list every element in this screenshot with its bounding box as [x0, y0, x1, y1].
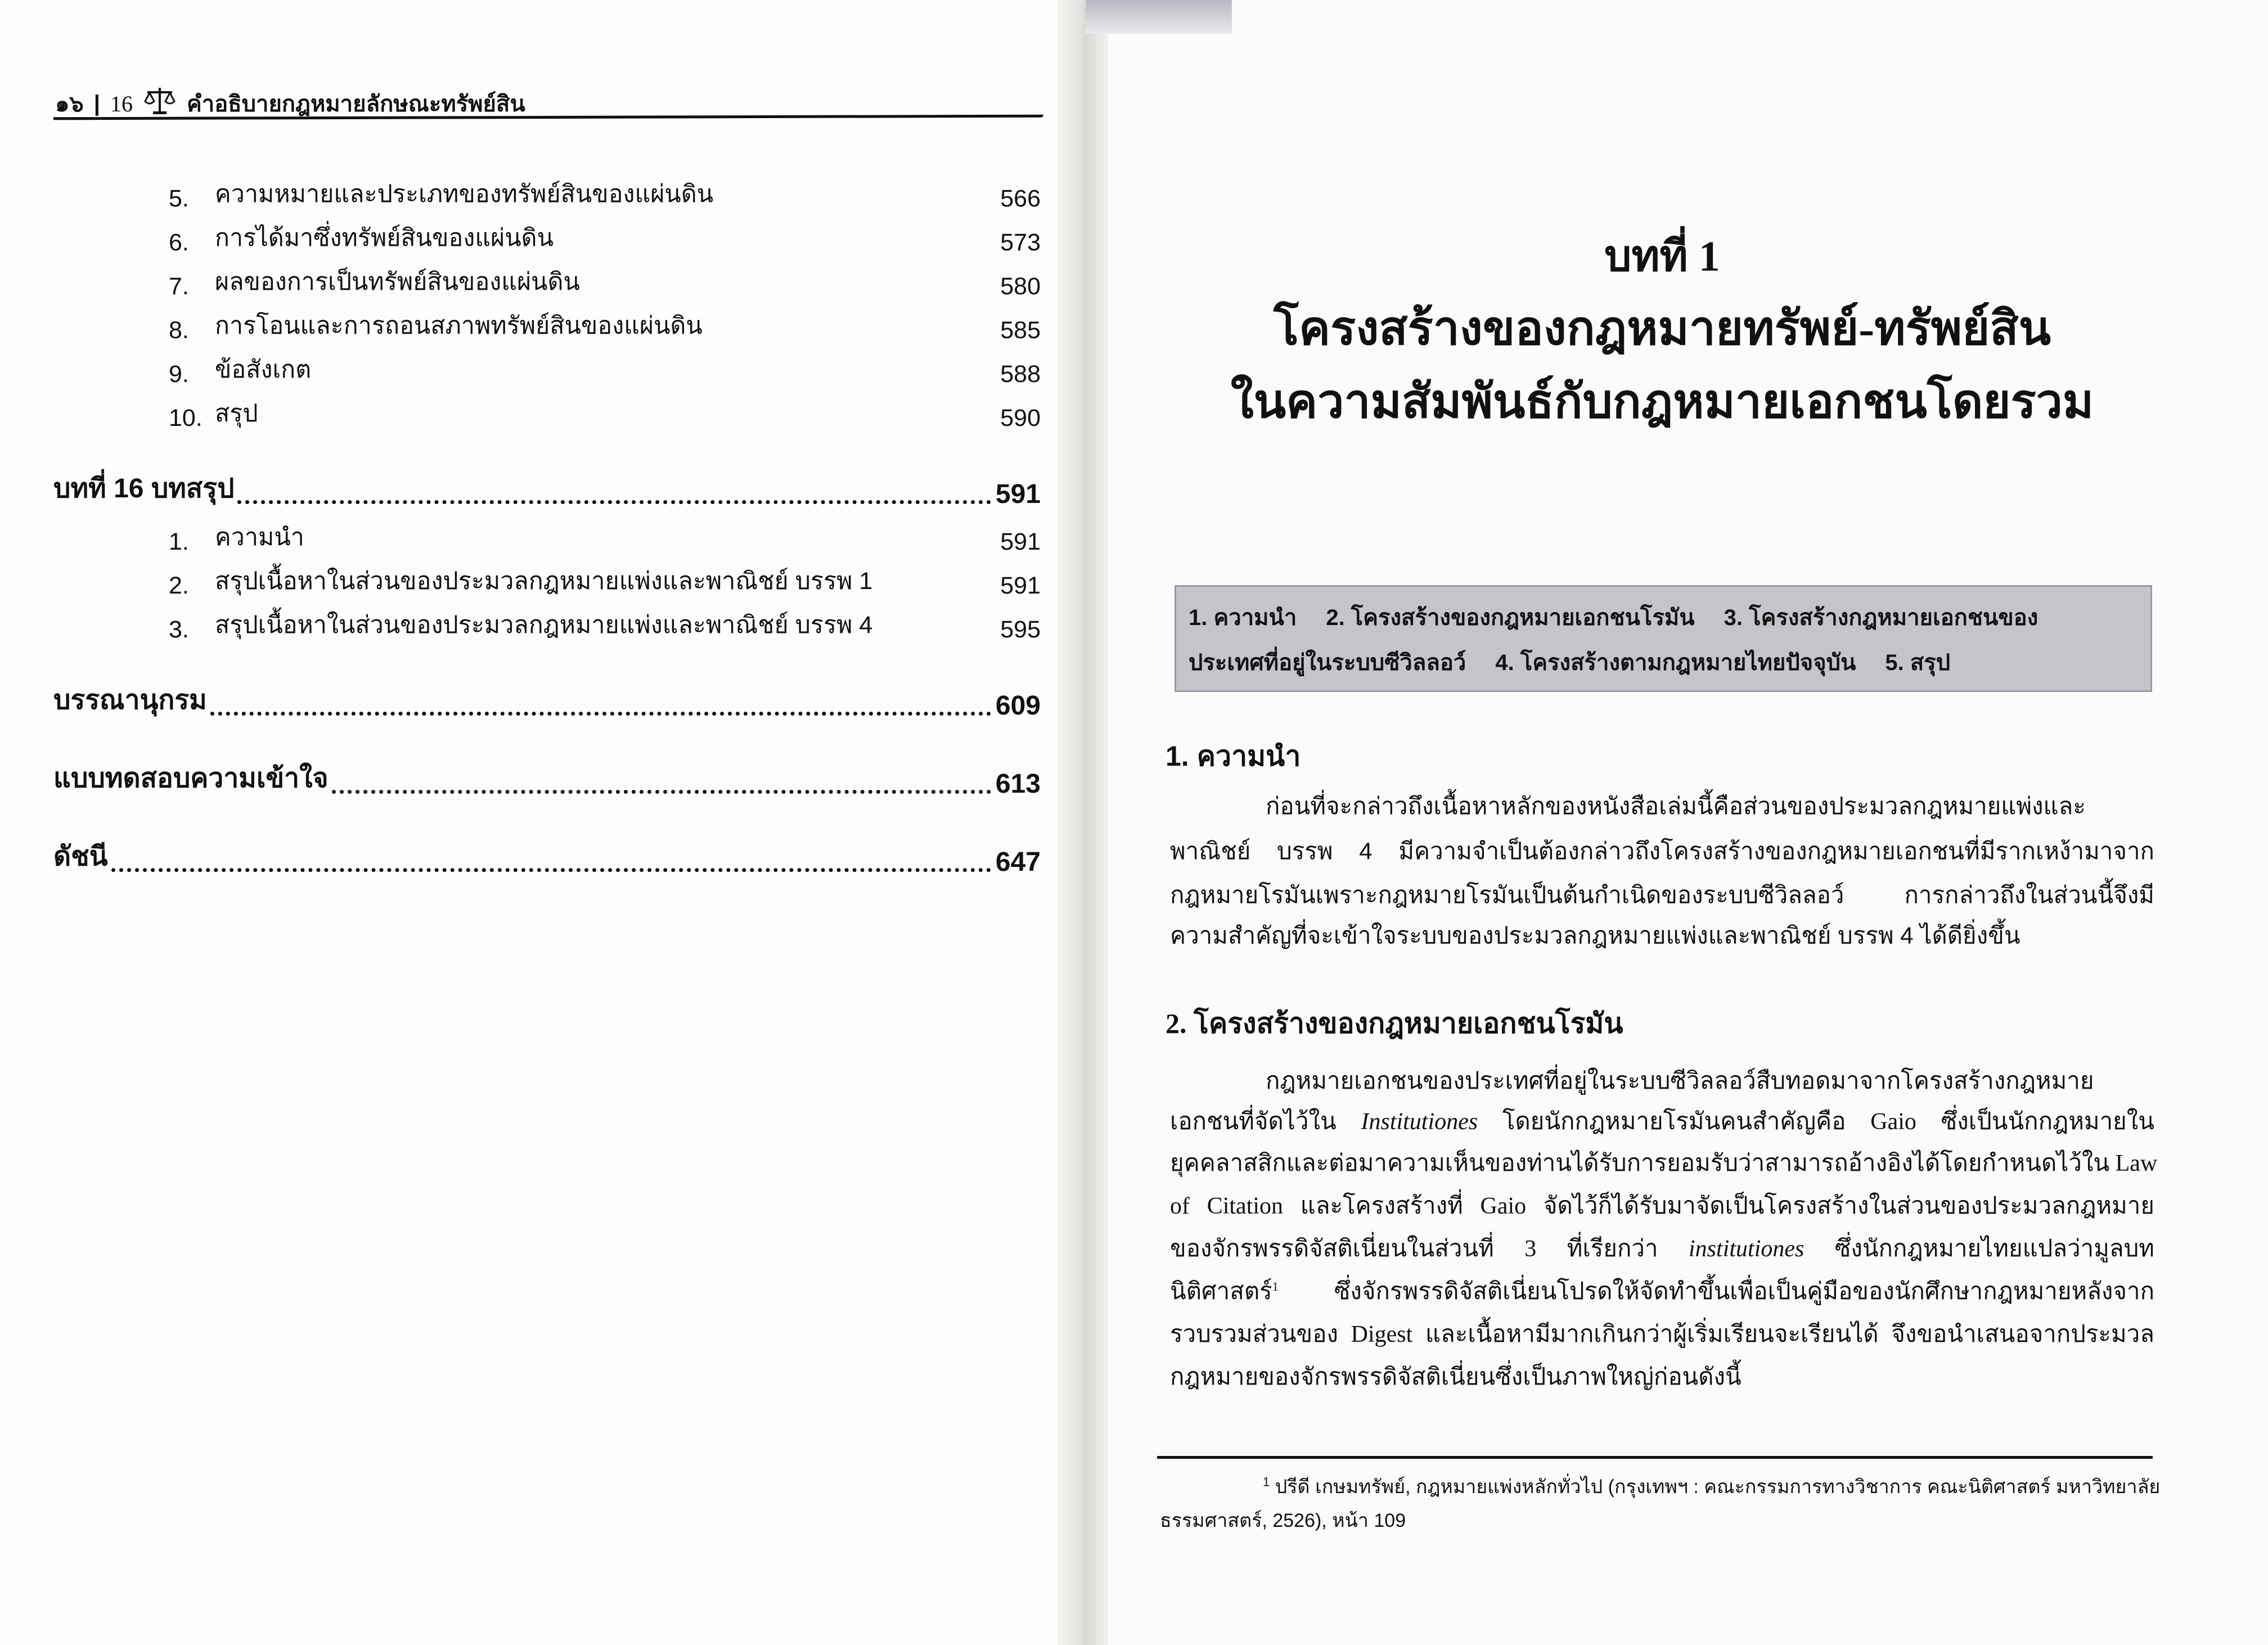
toc-chapter-page: 591	[995, 479, 1041, 509]
section-1-heading: 1. ความนำ	[1166, 740, 1301, 772]
paragraph-line	[1170, 1103, 2154, 1140]
toc-bibliography[interactable]	[53, 685, 1041, 721]
chapter-title-line-1: โครงสร้างของกฎหมายทรัพย์-ทรัพย์สิน	[1273, 303, 2051, 355]
scales-of-justice-icon	[143, 86, 177, 122]
toc-item-label: ข้อสังเกต	[215, 356, 312, 383]
footnote-marker[interactable]: 1	[1272, 1279, 1279, 1293]
footnote-text: ปรีดี เกษมทรัพย์, กฎหมายแพ่งหลักทั่วไป (กรุงเทพฯ : คณะกรรมการทางวิชาการ คณะนิติศาสตร์ มหาวิทยาลัย	[1275, 1476, 2161, 1498]
chapter-number: บทที่ 1	[1604, 233, 1720, 280]
toc-item-number: 7.	[169, 273, 189, 300]
text: โดยนักกฎหมายโรมันคนสำคัญคือ Gaio ซึ่งเป็นนักกฎหมายใน	[1478, 1109, 2154, 1135]
toc-item-number: 10.	[169, 404, 202, 432]
text: ซึ่งจักรพรรดิจัสติเนี่ยนโปรดให้จัดทำขึ้นเพื่อเป็นคู่มือของนักศึกษากฎหมายหลังจาก	[1278, 1279, 2154, 1305]
toc-item-page: 591	[1000, 528, 1041, 555]
chapter-outline-box	[1174, 585, 2152, 692]
page-corner-shadow	[1086, 0, 1232, 34]
text: ของจักรพรรดิจัสติเนี่ยนในส่วนที่ 3 ที่เรียกว่า	[1170, 1236, 1689, 1262]
toc-item-label: สรุปเนื้อหาในส่วนของประมวลกฎหมายแพ่งและพาณิชย์ บรรพ 4	[215, 612, 873, 639]
toc-item[interactable]	[169, 398, 1041, 432]
outline-item: 4. โครงสร้างตามกฎหมายไทยปัจจุบัน	[1495, 650, 1856, 675]
toc-item[interactable]	[169, 522, 1041, 556]
section-2-heading: 2. โครงสร้างของกฎหมายเอกชนโรมัน	[1166, 1008, 1623, 1039]
toc-item-number: 9.	[169, 361, 189, 388]
outline-item: 2. โครงสร้างของกฎหมายเอกชนโรมัน	[1326, 605, 1695, 630]
paragraph-line: ยุคคลาสสิกและต่อมาความเห็นของท่านได้รับการยอมรับว่าสามารถอ้างอิงได้โดยกำหนดไว้ใน Law	[1170, 1150, 2158, 1176]
paragraph-line: of Citation และโครงสร้างที่ Gaio จัดไว้ก็ได้รับมาจัดเป็นโครงสร้างในส่วนของประมวลกฎหมาย	[1170, 1193, 2154, 1219]
toc-item-label: การได้มาซึ่งทรัพย์สินของแผ่นดิน	[215, 224, 554, 251]
paragraph-line	[1170, 1273, 2154, 1310]
outline-item: 1. ความนำ	[1189, 605, 1297, 630]
toc-chapter-label: บทที่ 16 บทสรุป	[53, 474, 235, 504]
chapter-title-line-2: ในความสัมพันธ์กับกฎหมายเอกชนโดยรวม	[1230, 376, 2094, 428]
dot-leader	[332, 790, 991, 794]
dot-leader	[210, 712, 991, 716]
toc-chapter-page: 647	[995, 847, 1041, 877]
header-divider: |	[93, 91, 100, 116]
dot-leader	[111, 868, 991, 872]
footnote-line	[1263, 1471, 2160, 1502]
toc-item-page: 591	[1000, 572, 1041, 599]
paragraph-line: กฎหมายของจักรพรรดิจัสติเนี่ยนซึ่งเป็นภาพใหญ่ก่อนดังนี้	[1170, 1364, 1742, 1390]
toc-item-page: 585	[1000, 317, 1041, 344]
toc-index[interactable]	[53, 842, 1041, 878]
toc-chapter-16[interactable]	[53, 474, 1041, 510]
toc-item-page: 566	[1000, 185, 1041, 212]
toc-item[interactable]	[169, 610, 1041, 644]
toc-item[interactable]	[169, 311, 1041, 344]
paragraph-line: รวบรวมส่วนของ Digest และเนื้อหามีมากเกินกว่าผู้เริ่มเรียนจะเรียนได้ จึงขอนำเสนอจากประมวล	[1170, 1322, 2154, 1347]
toc-item-number: 2.	[169, 572, 189, 599]
toc-item[interactable]	[169, 566, 1041, 600]
toc-item-number: 1.	[169, 528, 189, 555]
footnote-rule	[1157, 1456, 2153, 1459]
toc-item-label: การโอนและการถอนสภาพทรัพย์สินของแผ่นดิน	[215, 312, 703, 339]
toc-item-label: สรุป	[215, 400, 258, 427]
toc-chapter-label: ดัชนี	[53, 842, 108, 871]
outline-item: ประเทศที่อยู่ในระบบซีวิลลอว์	[1189, 650, 1466, 675]
toc-item-label: ผลของการเป็นทรัพย์สินของแผ่นดิน	[215, 268, 580, 295]
toc-item[interactable]	[169, 354, 1041, 388]
text: เอกชนที่จัดไว้ใน	[1170, 1109, 1361, 1135]
toc-item-label: สรุปเนื้อหาในส่วนของประมวลกฎหมายแพ่งและพาณิชย์ บรรพ 1	[215, 568, 873, 595]
footnote-number: 1	[1263, 1475, 1270, 1489]
paragraph-line: กฎหมายเอกชนของประเทศที่อยู่ในระบบซีวิลลอว์สืบทอดมาจากโครงสร้างกฎหมาย	[1266, 1068, 2094, 1094]
toc-item[interactable]	[169, 179, 1041, 213]
toc-item-page: 573	[1000, 229, 1041, 256]
paragraph-line: ความสำคัญที่จะเข้าใจระบบของประมวลกฎหมายแพ่งและพาณิชย์ บรรพ 4 ได้ดียิ่งขึ้น	[1170, 922, 2020, 949]
italic-term: Institutiones	[1361, 1109, 1478, 1135]
outline-item: 5. สรุป	[1885, 650, 1951, 675]
toc-item-label: ความหมายและประเภทของทรัพย์สินของแผ่นดิน	[215, 181, 714, 208]
toc-item-number: 5.	[169, 185, 189, 212]
outline-item: 3. โครงสร้างกฎหมายเอกชนของ	[1724, 605, 2038, 630]
toc-item-number: 8.	[169, 317, 189, 344]
toc-item[interactable]	[169, 267, 1041, 300]
toc-item-number: 3.	[169, 616, 189, 643]
paragraph-line: กฎหมายโรมันเพราะกฎหมายโรมันเป็นต้นกำเนิดของระบบซีวิลลอว์ การกล่าวถึงในส่วนนี้จึงมี	[1170, 882, 2154, 908]
footnote-line: ธรรมศาสตร์, 2526), หน้า 109	[1160, 1510, 1406, 1531]
toc-item-page: 580	[1000, 273, 1041, 300]
text: นิติศาสตร์	[1170, 1279, 1272, 1305]
toc-chapter-label: บรรณานุกรม	[53, 685, 207, 715]
toc-item-page: 588	[1000, 361, 1041, 388]
toc-chapter-page: 609	[995, 691, 1041, 721]
paragraph-line: ก่อนที่จะกล่าวถึงเนื้อหาหลักของหนังสือเล่มนี้คือส่วนของประมวลกฎหมายแพ่งและ	[1266, 793, 2086, 819]
toc-comprehension-test[interactable]	[53, 763, 1041, 799]
running-title: คำอธิบายกฎหมายลักษณะทรัพย์สิน	[186, 92, 525, 116]
left-page	[0, 0, 1072, 1645]
thai-page-number: ๑๖	[55, 92, 84, 116]
toc-item[interactable]	[169, 223, 1041, 257]
book-gutter	[1058, 0, 1108, 1645]
paragraph-line: พาณิชย์ บรรพ 4 มีความจำเป็นต้องกล่าวถึงโครงสร้างของกฎหมายเอกชนที่มีรากเหง้ามาจาก	[1170, 838, 2154, 864]
toc-item-page: 590	[1000, 404, 1041, 432]
toc-chapter-label: แบบทดสอบความเข้าใจ	[53, 763, 328, 793]
text: ซึ่งนักกฎหมายไทยแปลว่ามูลบท	[1804, 1236, 2154, 1262]
toc-chapter-page: 613	[995, 769, 1041, 799]
page-number: 16	[110, 91, 133, 116]
toc-item-label: ความนำ	[215, 524, 304, 551]
toc-item-number: 6.	[169, 229, 189, 256]
italic-term: institutiones	[1689, 1236, 1804, 1262]
paragraph-line	[1170, 1230, 2154, 1267]
dot-leader	[237, 500, 991, 504]
toc-item-page: 595	[1000, 616, 1041, 643]
